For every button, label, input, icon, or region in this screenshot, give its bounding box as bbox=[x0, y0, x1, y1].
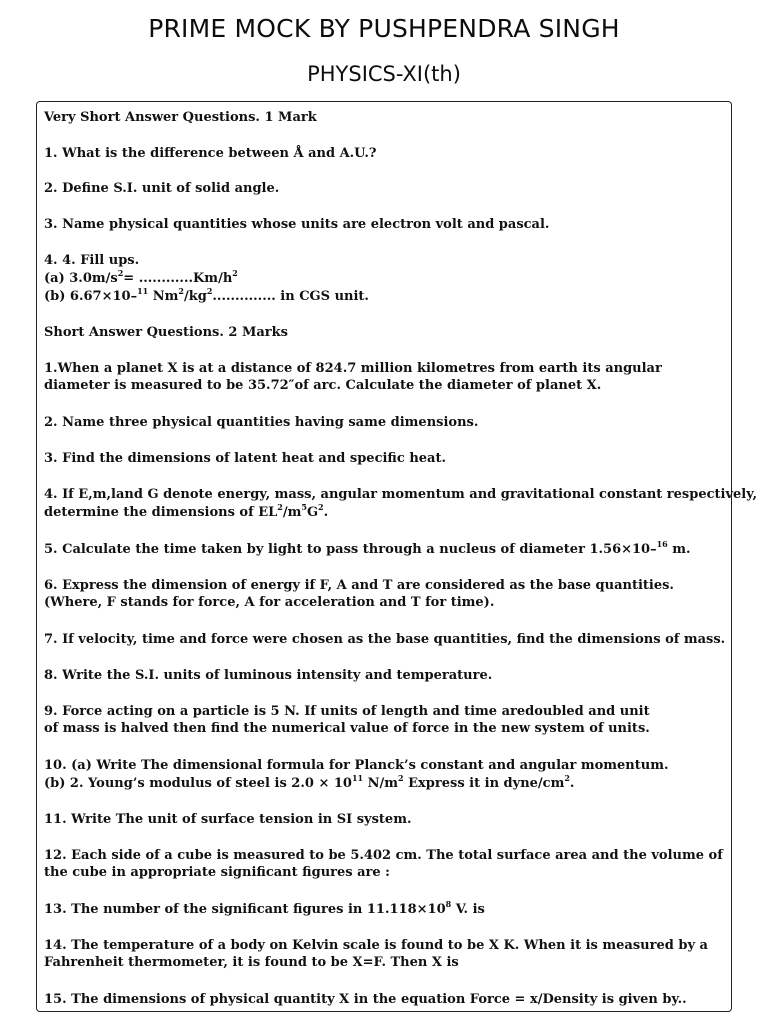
question-s10-part-a: 10. (a) Write The dimensional formula for Planck’s constant and angular momentum. bbox=[44, 758, 669, 773]
question-s4-line2 bbox=[44, 504, 328, 521]
question-s8: 8. Write the S.I. units of luminous intensity and temperature. bbox=[44, 668, 493, 683]
question-vs4-part-a bbox=[44, 270, 238, 287]
question-s4-line1: 4. If E,m,land G denote energy, mass, angular momentum and gravitational constant respectively, bbox=[44, 487, 758, 502]
section-heading-very-short: Very Short Answer Questions. 1 Mark bbox=[44, 110, 317, 125]
superscript: 8 bbox=[445, 899, 452, 909]
text-fragment: Nm bbox=[148, 289, 179, 304]
text-fragment: (b) 2. Young’s modulus of steel is 2.0 × 10 bbox=[44, 776, 352, 791]
text-fragment: V. is bbox=[451, 902, 485, 917]
superscript: 5 bbox=[301, 502, 307, 512]
question-s7: 7. If velocity, time and force were chosen as the base quantities, find the dimensions of mass. bbox=[44, 632, 726, 647]
question-s2: 2. Name three physical quantities having same dimensions. bbox=[44, 415, 479, 430]
text-fragment: G bbox=[306, 505, 319, 520]
question-vs4-part-b bbox=[44, 288, 369, 305]
text-fragment: determine the dimensions of EL bbox=[44, 505, 278, 520]
superscript: 2 bbox=[318, 502, 324, 512]
question-vs4: 4. 4. Fill ups. bbox=[44, 253, 140, 268]
question-s13 bbox=[44, 901, 485, 918]
superscript: 2 bbox=[178, 286, 184, 296]
page-subtitle: PHYSICS-XI(th) bbox=[307, 62, 461, 86]
question-s15: 15. The dimensions of physical quantity X in the equation Force = x/Density is given by.. bbox=[44, 992, 687, 1007]
section-heading-short: Short Answer Questions. 2 Marks bbox=[44, 325, 288, 340]
question-vs2: 2. Define S.I. unit of solid angle. bbox=[44, 181, 280, 196]
text-fragment: /m bbox=[282, 505, 302, 520]
superscript: 11 bbox=[137, 286, 149, 296]
text-fragment: . bbox=[323, 505, 329, 520]
text-fragment: 5. Calculate the time taken by light to pass through a nucleus of diameter 1.56×10– bbox=[44, 542, 657, 557]
text-fragment: m. bbox=[667, 542, 691, 557]
page-title: PRIME MOCK BY PUSHPENDRA SINGH bbox=[148, 14, 620, 43]
question-s12: 12. Each side of a cube is measured to be 5.402 cm. The total surface area and the volume of the cube in appropriate significant figures are : bbox=[44, 848, 723, 880]
text-fragment: (a) 3.0m/s bbox=[44, 271, 118, 286]
question-s1: 1.When a planet X is at a distance of 824.7 million kilometres from earth its angular diameter is measured to be 35.72″of arc. Calculate the diameter of planet X. bbox=[44, 361, 662, 393]
text-fragment: . bbox=[569, 776, 575, 791]
text-fragment: (b) 6.67×10– bbox=[44, 289, 138, 304]
superscript: 2 bbox=[206, 286, 213, 296]
text-fragment: N/m bbox=[363, 776, 399, 791]
superscript: 11 bbox=[351, 773, 364, 783]
superscript: 2 bbox=[398, 773, 404, 783]
text-fragment: .............. in CGS unit. bbox=[212, 289, 369, 304]
question-vs3: 3. Name physical quantities whose units are electron volt and pascal. bbox=[44, 217, 550, 232]
text-fragment: Express it in dyne/cm bbox=[403, 776, 565, 791]
question-s11: 11. Write The unit of surface tension in SI system. bbox=[44, 812, 412, 827]
superscript: 2 bbox=[277, 502, 283, 512]
question-s3: 3. Find the dimensions of latent heat and specific heat. bbox=[44, 451, 446, 466]
text-fragment: /kg bbox=[183, 289, 207, 304]
question-s5 bbox=[44, 541, 691, 558]
superscript: 2 bbox=[564, 773, 570, 783]
superscript: 2 bbox=[117, 268, 124, 278]
superscript: 2 bbox=[232, 268, 238, 278]
superscript: 16 bbox=[656, 539, 668, 549]
text-fragment: 13. The number of the significant figures in 11.118×10 bbox=[44, 902, 446, 917]
question-vs1: 1. What is the difference between Å and A.U.? bbox=[44, 146, 377, 161]
question-s6: 6. Express the dimension of energy if F, A and T are considered as the base quantities. (Where, F stands for force, A for acceleration and T for time). bbox=[44, 578, 674, 610]
question-s9: 9. Force acting on a particle is 5 N. If units of length and time aredoubled and unit of mass is halved then find the numerical value of force in the new system of units. bbox=[44, 704, 650, 736]
question-s10-part-b bbox=[44, 775, 574, 792]
text-fragment: = ............Km/h bbox=[123, 271, 233, 286]
question-s14: 14. The temperature of a body on Kelvin scale is found to be X K. When it is measured by a Fahrenheit thermometer, it is found to be X=F. Then X is bbox=[44, 938, 708, 970]
